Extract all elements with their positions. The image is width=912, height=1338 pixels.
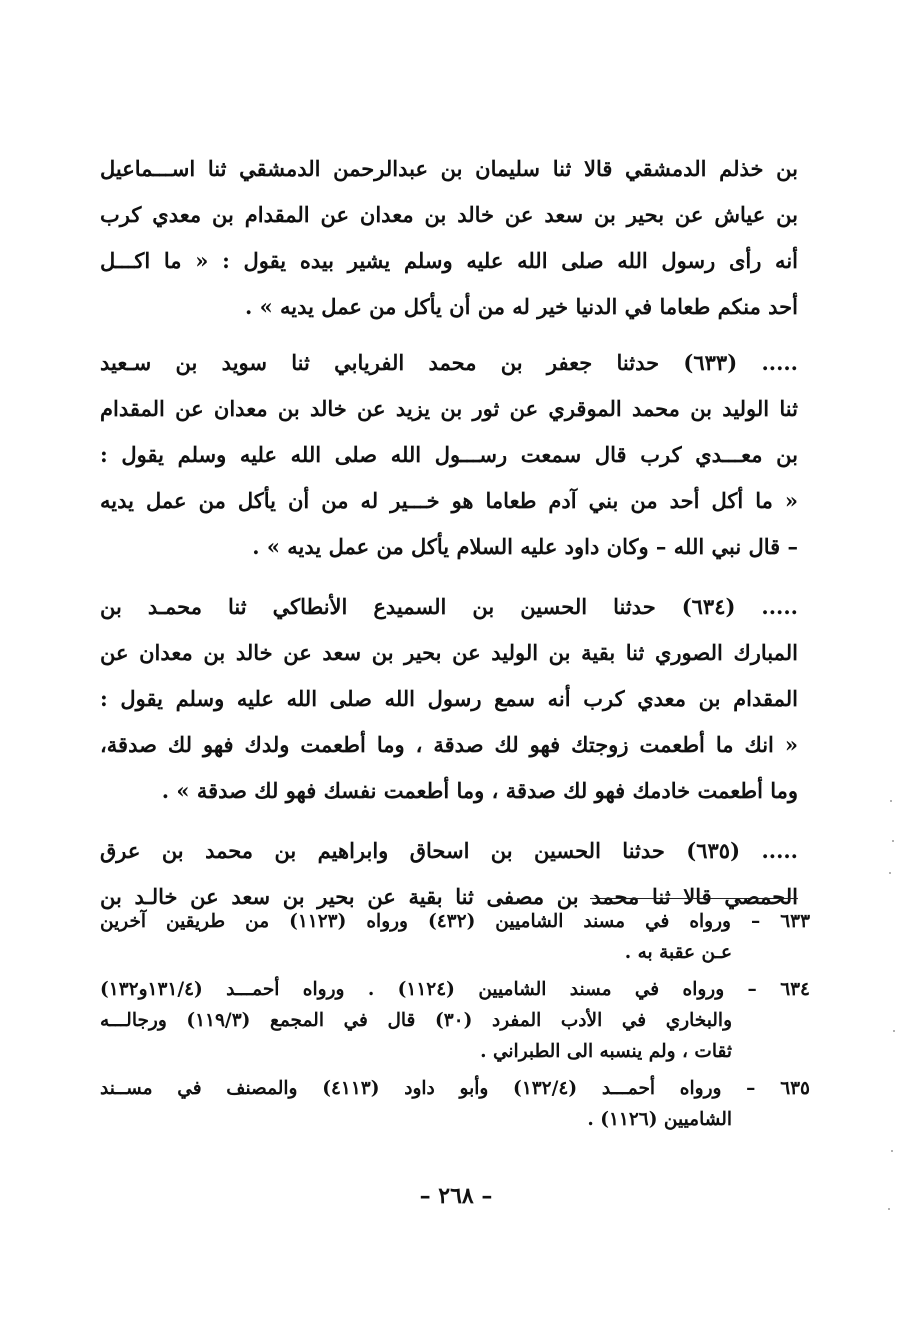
footnote-line: والبخاري في الأدب المفرد (٣٠) قال في المجمع (١١٩/٣) ورجالـــه bbox=[100, 1010, 732, 1031]
footnote-line: ٦٣٥ – ورواه أحمـــد (١٣٢/٤) وأبو داود (٤١١٣) والمصنف في مســند bbox=[100, 1078, 810, 1099]
text-line: – قال نبي الله – وكان داود عليه السلام يأكل من عمل يديه » . bbox=[252, 534, 798, 559]
text-line: بن معـــدي كرب قال سمعت رســـول الله صلى الله عليه وسلم يقول : bbox=[100, 442, 798, 467]
text-line: ..... (٦٣٥) حدثنا الحسين بن اسحاق وابراهيم بن محمد بن عرق bbox=[100, 838, 798, 863]
paragraph-hadith-633 bbox=[100, 340, 798, 570]
paragraph-hadith-634 bbox=[100, 584, 798, 814]
main-text bbox=[100, 146, 798, 934]
footnote-line: عـن عقبة به . bbox=[624, 942, 732, 963]
footnote-line: ٦٣٣ – ورواه في مسند الشاميين (٤٣٢) ورواه (١١٢٣) من طريقين آخرين bbox=[100, 911, 810, 932]
text-line: بن عياش عن بحير بن سعد عن خالد بن معدان عن المقدام بن معدي كرب bbox=[100, 202, 798, 227]
footnote-line: ٦٣٤ – ورواه في مسند الشاميين (١١٢٤) . ورواه أحمـــد (١٣١/٤و١٣٢) bbox=[100, 979, 810, 1000]
text-line: المبارك الصوري ثنا بقية بن الوليد عن بحير بن سعد عن خالد بن معدان عن bbox=[100, 640, 798, 665]
text-line: أحد منكم طعاما في الدنيا خير له من أن يأكل من عمل يديه » . bbox=[244, 294, 798, 319]
paragraph-continuation bbox=[100, 146, 798, 330]
text-line: أنه رأى رسول الله صلى الله عليه وسلم يشير بيده يقول : « ما اكـــل bbox=[100, 248, 798, 273]
footnote-separator bbox=[590, 898, 798, 899]
page-number: – ٢٦٨ – bbox=[419, 1183, 493, 1209]
text-line: ..... (٦٣٤) حدثنا الحسين بن السميدع الأنطاكي ثنا محمـد بن bbox=[100, 594, 798, 619]
footnotes bbox=[100, 906, 810, 1141]
footnote-line: ثقات ، ولم ينسبه الى الطبراني . bbox=[480, 1041, 732, 1062]
text-line: المقدام بن معدي كرب أنه سمع رسول الله صلى الله عليه وسلم يقول : bbox=[100, 686, 798, 711]
footnote-634 bbox=[100, 974, 810, 1067]
text-line: بن خذلم الدمشقي قالا ثنا سليمان بن عبدالرحمن الدمشقي ثنا اســـماعيل bbox=[100, 156, 798, 181]
footnote-633 bbox=[100, 906, 810, 968]
text-line: ثنا الوليد بن محمد الموقري عن ثور بن يزيد عن خالد بن معدان عن المقدام bbox=[100, 396, 798, 421]
text-line: ..... (٦٣٣) حدثنا جعفر بن محمد الفريابي ثنا سويد بن سـعيد bbox=[100, 350, 798, 375]
text-line: « ما أكل أحد من بني آدم طعاما هو خـــير له من أن يأكل من عمل يديه bbox=[100, 488, 798, 513]
text-line: « انك ما أطعمت زوجتك فهو لك صدقة ، وما أطعمت ولدك فهو لك صدقة، bbox=[100, 732, 798, 757]
footnote-line: الشاميين (١١٢٦) . bbox=[587, 1109, 732, 1130]
text-line: الحمصي قالا ثنا محمد بن مصفى ثنا بقية عن بحير بن سعد عن خالـد بن bbox=[100, 884, 798, 909]
footnote-635 bbox=[100, 1073, 810, 1135]
text-line: وما أطعمت خادمك فهو لك صدقة ، وما أطعمت نفسك فهو لك صدقة » . bbox=[161, 778, 798, 803]
